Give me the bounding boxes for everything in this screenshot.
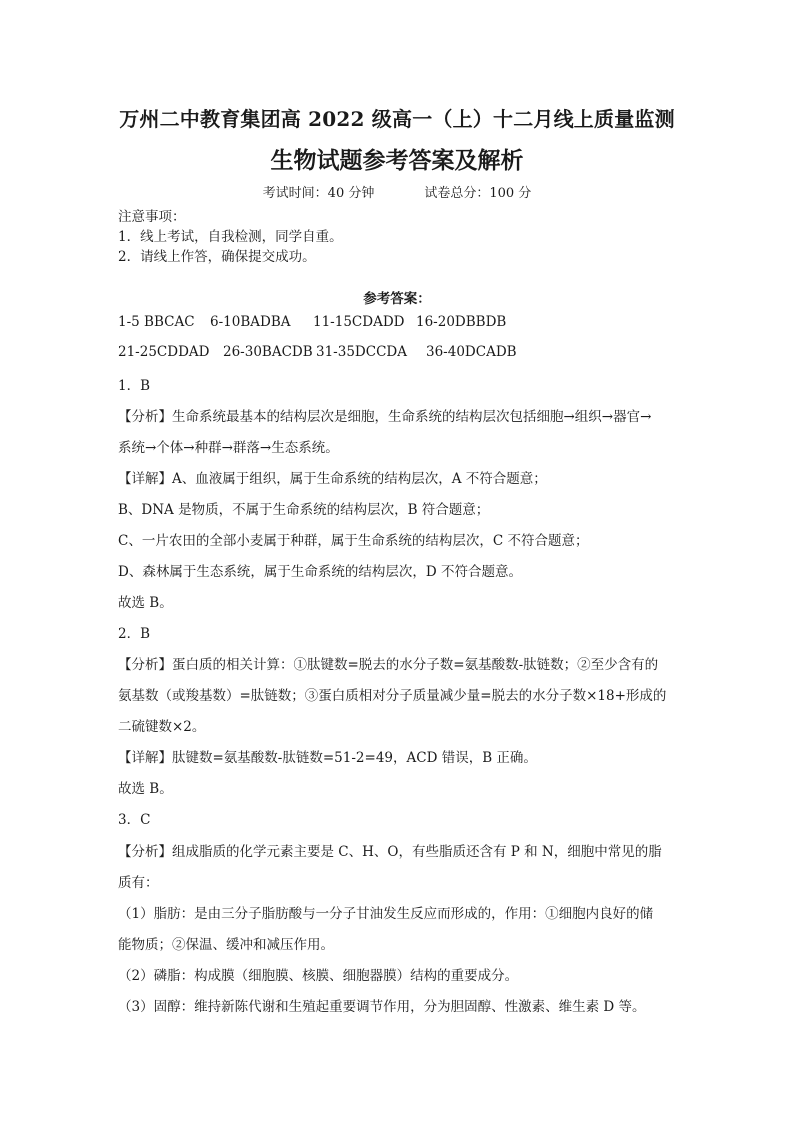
conclusion-line: 故选 B。 <box>118 781 173 797</box>
note-item: 2．请线上作答，确保提交成功。 <box>118 249 316 265</box>
detail-line: C、一片农田的全部小麦属于种群，属于生命系统的结构层次，C 不符合题意； <box>118 533 589 549</box>
detail-line: 【详解】肽键数=氨基酸数-肽链数=51-2=49，ACD 错误，B 正确。 <box>118 750 537 766</box>
notes-heading: 注意事项： <box>118 209 186 225</box>
document-subtitle: 生物试题参考答案及解析 <box>270 147 524 174</box>
analysis-line: 【分析】组成脂质的化学元素主要是 C、H、O，有些脂质还含有 P 和 N，细胞中常见的脂 <box>118 844 662 860</box>
answer-group: 21-25CDDAD <box>118 344 210 360</box>
answer-group: 1-5 BBCAC <box>118 314 195 330</box>
analysis-line: （2）磷脂：构成膜（细胞膜、核膜、细胞器膜）结构的重要成分。 <box>118 968 519 984</box>
answer-group: 6-10BADBA <box>210 314 291 330</box>
note-item: 1．线上考试，自我检测，同学自重。 <box>118 229 343 245</box>
answer-group: 31-35DCCDA <box>316 344 407 360</box>
detail-line: B、DNA 是物质，不属于生命系统的结构层次，B 符合题意； <box>118 502 490 518</box>
answer-group: 36-40DCADB <box>426 344 517 360</box>
conclusion-line: 故选 B。 <box>118 595 173 611</box>
exam-time: 考试时间：40 分钟 <box>262 186 375 201</box>
analysis-line: 【分析】生命系统最基本的结构层次是细胞，生命系统的结构层次包括细胞→组织→器官→ <box>118 409 652 425</box>
analysis-line: 氨基数（或羧基数）=肽链数；③蛋白质相对分子质量减少量=脱去的水分子数×18+形成的 <box>118 688 667 704</box>
exam-meta <box>0 182 794 201</box>
analysis-line: 【分析】蛋白质的相关计算：①肽键数=脱去的水分子数=氨基酸数-肽链数；②至少含有的 <box>118 657 659 673</box>
answers-heading: 参考答案： <box>363 291 431 307</box>
answer-group: 16-20DBBDB <box>416 314 507 330</box>
analysis-line: 系统→个体→种群→群落→生态系统。 <box>118 440 339 456</box>
question-number: 3．C <box>118 812 151 828</box>
analysis-line: （1）脂肪：是由三分子脂肪酸与一分子甘油发生反应而形成的，作用：①细胞内良好的储 <box>118 906 654 922</box>
analysis-line: 质有： <box>118 875 159 891</box>
analysis-line: 能物质；②保温、缓冲和减压作用。 <box>118 937 334 953</box>
total-score: 试卷总分：100 分 <box>424 186 532 201</box>
analysis-line: 二硫键数×2。 <box>118 719 206 735</box>
answer-row <box>118 344 517 360</box>
question-number: 2．B <box>118 626 151 642</box>
detail-line: 【详解】A、血液属于组织，属于生命系统的结构层次，A 不符合题意； <box>118 471 547 487</box>
answer-group: 26-30BACDB <box>223 344 313 360</box>
answer-group: 11-15CDADD <box>313 314 405 330</box>
detail-line: D、森林属于生态系统，属于生命系统的结构层次，D 不符合题意。 <box>118 564 522 580</box>
answer-row <box>118 314 506 330</box>
analysis-line: （3）固醇：维持新陈代谢和生殖起重要调节作用，分为胆固醇、性激素、维生素 D 等。 <box>118 999 646 1015</box>
document-title: 万州二中教育集团高 2022 级高一（上）十二月线上质量监测 <box>119 107 675 131</box>
question-number: 1．B <box>118 378 151 394</box>
